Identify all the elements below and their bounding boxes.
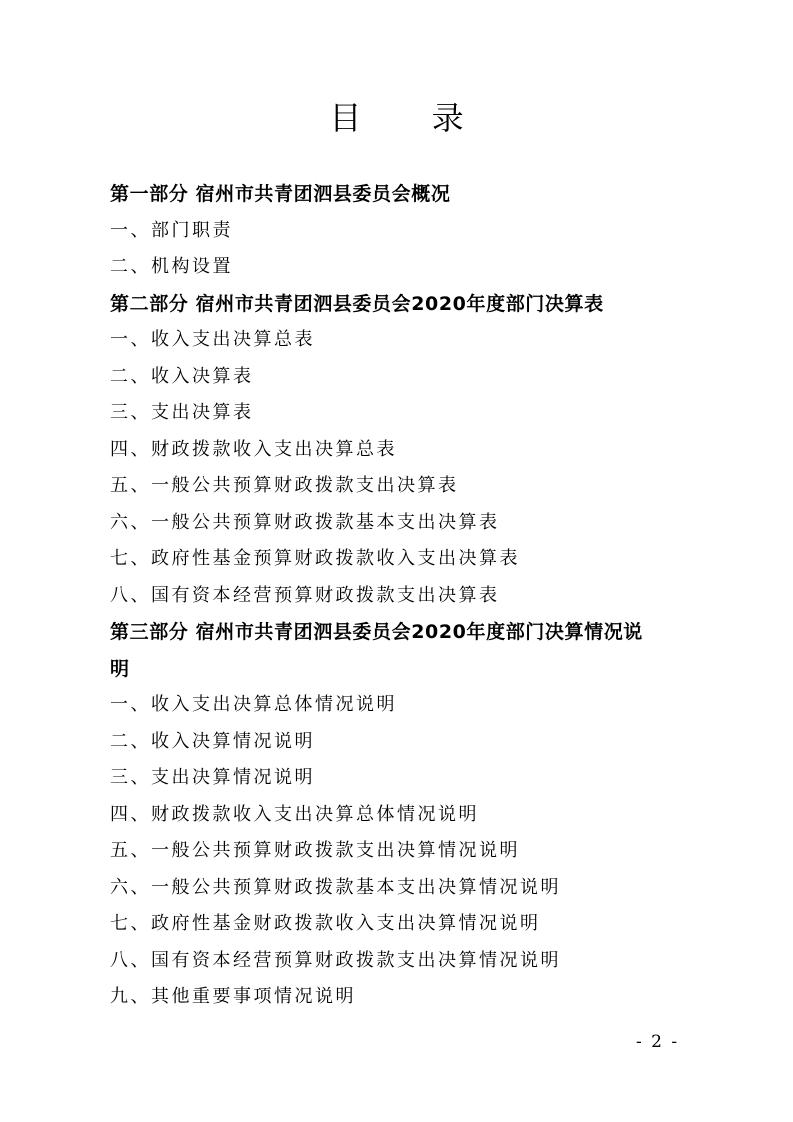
part-heading-3: 第三部分 宿州市共青团泗县委员会2020年度部门决算情况说	[110, 621, 643, 643]
toc-item: 二、收入决算情况说明	[110, 730, 315, 752]
page-title: 目 录	[329, 99, 494, 137]
toc-item: 四、财政拨款收入支出决算总体情况说明	[110, 803, 479, 825]
toc-item: 五、一般公共预算财政拨款支出决算表	[110, 475, 459, 496]
toc-item: 七、政府性基金预算财政拨款收入支出决算表	[110, 548, 520, 569]
toc-item: 三、支出决算情况说明	[110, 767, 315, 788]
toc-item: 一、收入支出决算总表	[110, 329, 315, 350]
toc-item: 五、一般公共预算财政拨款支出决算情况说明	[110, 840, 520, 861]
toc-item: 三、支出决算表	[110, 402, 254, 423]
toc-item: 二、机构设置	[110, 256, 233, 277]
toc-item: 六、一般公共预算财政拨款基本支出决算表	[110, 511, 500, 533]
table-of-contents	[110, 176, 710, 1016]
toc-item: 七、政府性基金财政拨款收入支出决算情况说明	[110, 913, 541, 934]
toc-item: 九、其他重要事项情况说明	[110, 986, 356, 1007]
toc-item: 八、国有资本经营预算财政拨款支出决算情况说明	[110, 949, 561, 971]
toc-item: 六、一般公共预算财政拨款基本支出决算情况说明	[110, 876, 561, 898]
toc-item: 一、部门职责	[110, 219, 233, 241]
toc-item: 八、国有资本经营预算财政拨款支出决算表	[110, 584, 500, 606]
page-number: - 2 -	[636, 1032, 680, 1052]
toc-item: 二、收入决算表	[110, 365, 254, 387]
toc-item: 四、财政拨款收入支出决算总表	[110, 438, 397, 460]
part-heading-3-continuation: 明	[110, 657, 130, 680]
part-heading-2: 第二部分 宿州市共青团泗县委员会2020年度部门决算表	[110, 292, 604, 315]
part-heading-1: 第一部分 宿州市共青团泗县委员会概况	[110, 183, 451, 205]
toc-item: 一、收入支出决算总体情况说明	[110, 694, 397, 715]
